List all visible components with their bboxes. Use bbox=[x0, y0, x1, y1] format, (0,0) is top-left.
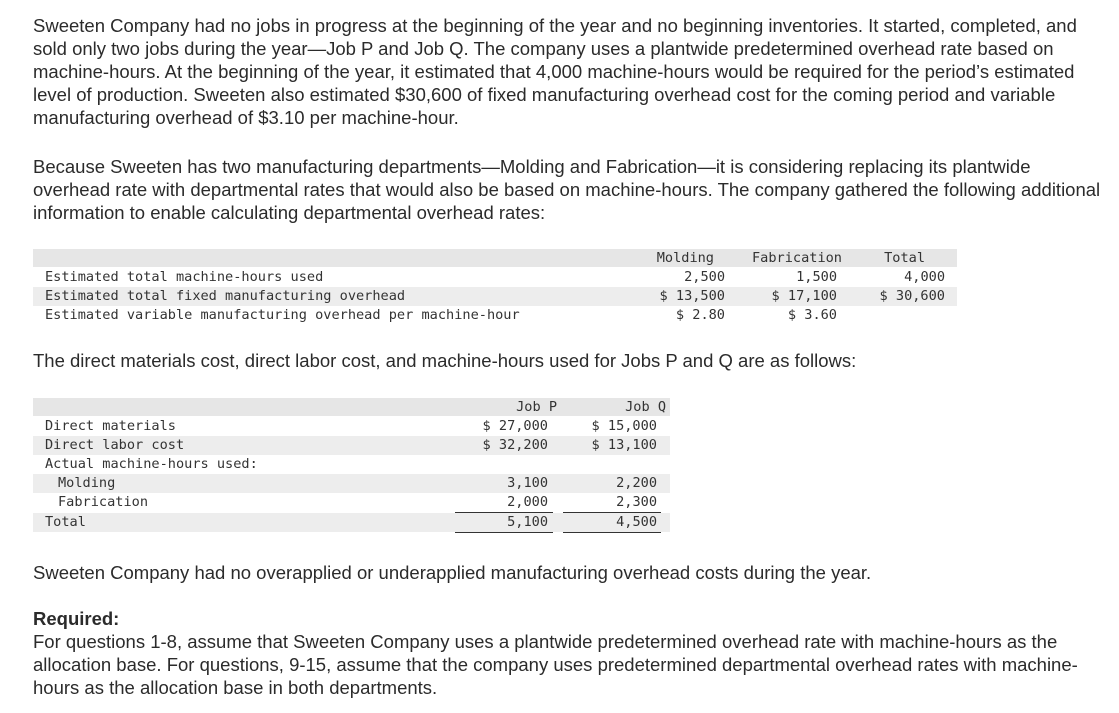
fabrication-value: $ 17,100 bbox=[771, 288, 837, 304]
departments-paragraph: Because Sweeten has two manufacturing departments—Molding and Fabrication—it is considering replacing its plantwide overhead rate with departmental rates that would also be based on machine-hours. The company gathered the following additional information to enable calculating departmental overhead rates: bbox=[33, 156, 1101, 223]
department-overhead-table bbox=[33, 249, 957, 329]
job-q-value: $ 13,100 bbox=[591, 437, 657, 453]
total-value: $ 30,600 bbox=[879, 288, 945, 304]
table-row bbox=[33, 306, 957, 325]
table-row bbox=[33, 268, 957, 287]
job-p-value: $ 32,200 bbox=[482, 437, 548, 453]
table-row bbox=[33, 493, 670, 512]
required-text: For questions 1-8, assume that Sweeten Company uses a plantwide predetermined overhead rate with machine-hours as the allocation base. For questions, 9-15, assume that the company uses predetermined departmental overhead rates with machine-hours as the allocation base in both departments. bbox=[33, 631, 1078, 698]
total-value: 4,000 bbox=[904, 269, 945, 285]
job-q-value: 2,200 bbox=[616, 475, 657, 491]
table-row bbox=[33, 436, 670, 455]
double-underline-job-p bbox=[455, 532, 553, 533]
row-label: Actual machine-hours used: bbox=[45, 456, 258, 472]
required-section bbox=[33, 607, 1103, 699]
job-p-value: 5,100 bbox=[507, 514, 548, 530]
job-p-value: 2,000 bbox=[507, 494, 548, 510]
table-row bbox=[33, 287, 957, 306]
table-header-row bbox=[33, 249, 957, 267]
row-label: Estimated total machine-hours used bbox=[45, 269, 324, 285]
table-row bbox=[33, 455, 670, 474]
overhead-note: Sweeten Company had no overapplied or underapplied manufacturing overhead costs during the year. bbox=[33, 562, 872, 583]
jobs-paragraph: The direct materials cost, direct labor cost, and machine-hours used for Jobs P and Q are as follows: bbox=[33, 350, 857, 371]
fabrication-value: 1,500 bbox=[796, 269, 837, 285]
table-row bbox=[33, 417, 670, 436]
required-title: Required: bbox=[33, 608, 120, 629]
row-label: Estimated variable manufacturing overhead per machine-hour bbox=[45, 307, 520, 323]
row-label: Molding bbox=[58, 475, 116, 491]
job-p-value: 3,100 bbox=[507, 475, 548, 491]
molding-value: 2,500 bbox=[684, 269, 725, 285]
double-underline-job-q bbox=[563, 532, 661, 533]
column-header-molding: Molding bbox=[656, 250, 714, 266]
job-q-value: 2,300 bbox=[616, 494, 657, 510]
job-p-value: $ 27,000 bbox=[482, 418, 548, 434]
job-q-value: 4,500 bbox=[616, 514, 657, 530]
column-header-job-q: Job Q bbox=[625, 399, 666, 415]
column-header-job-p: Job P bbox=[516, 399, 557, 415]
intro-paragraph: Sweeten Company had no jobs in progress at the beginning of the year and no beginning inventories. It started, completed, and sold only two jobs during the year—Job P and Job Q. The company uses a plantwide predetermined overhead rate based on machine-hours. At the beginning of the year, it estimated that 4,000 machine-hours would be required for the period’s estimated level of production. Sweeten also estimated $30,600 of fixed manufacturing overhead cost for the coming period and variable manufacturing overhead of $3.10 per machine-hour. bbox=[33, 15, 1077, 128]
molding-value: $ 13,500 bbox=[659, 288, 725, 304]
molding-value: $ 2.80 bbox=[675, 307, 725, 323]
jobs-cost-table bbox=[33, 398, 670, 538]
row-label: Fabrication bbox=[58, 494, 149, 510]
row-label: Estimated total fixed manufacturing overhead bbox=[45, 288, 406, 304]
row-label: Direct labor cost bbox=[45, 437, 185, 453]
row-label: Total bbox=[45, 514, 86, 530]
table-header-row bbox=[33, 398, 670, 416]
fabrication-value: $ 3.60 bbox=[787, 307, 837, 323]
column-header-total: Total bbox=[884, 250, 925, 266]
table-row bbox=[33, 474, 670, 493]
job-q-value: $ 15,000 bbox=[591, 418, 657, 434]
column-header-fabrication: Fabrication bbox=[751, 250, 842, 266]
row-label: Direct materials bbox=[45, 418, 176, 434]
table-row bbox=[33, 513, 670, 532]
